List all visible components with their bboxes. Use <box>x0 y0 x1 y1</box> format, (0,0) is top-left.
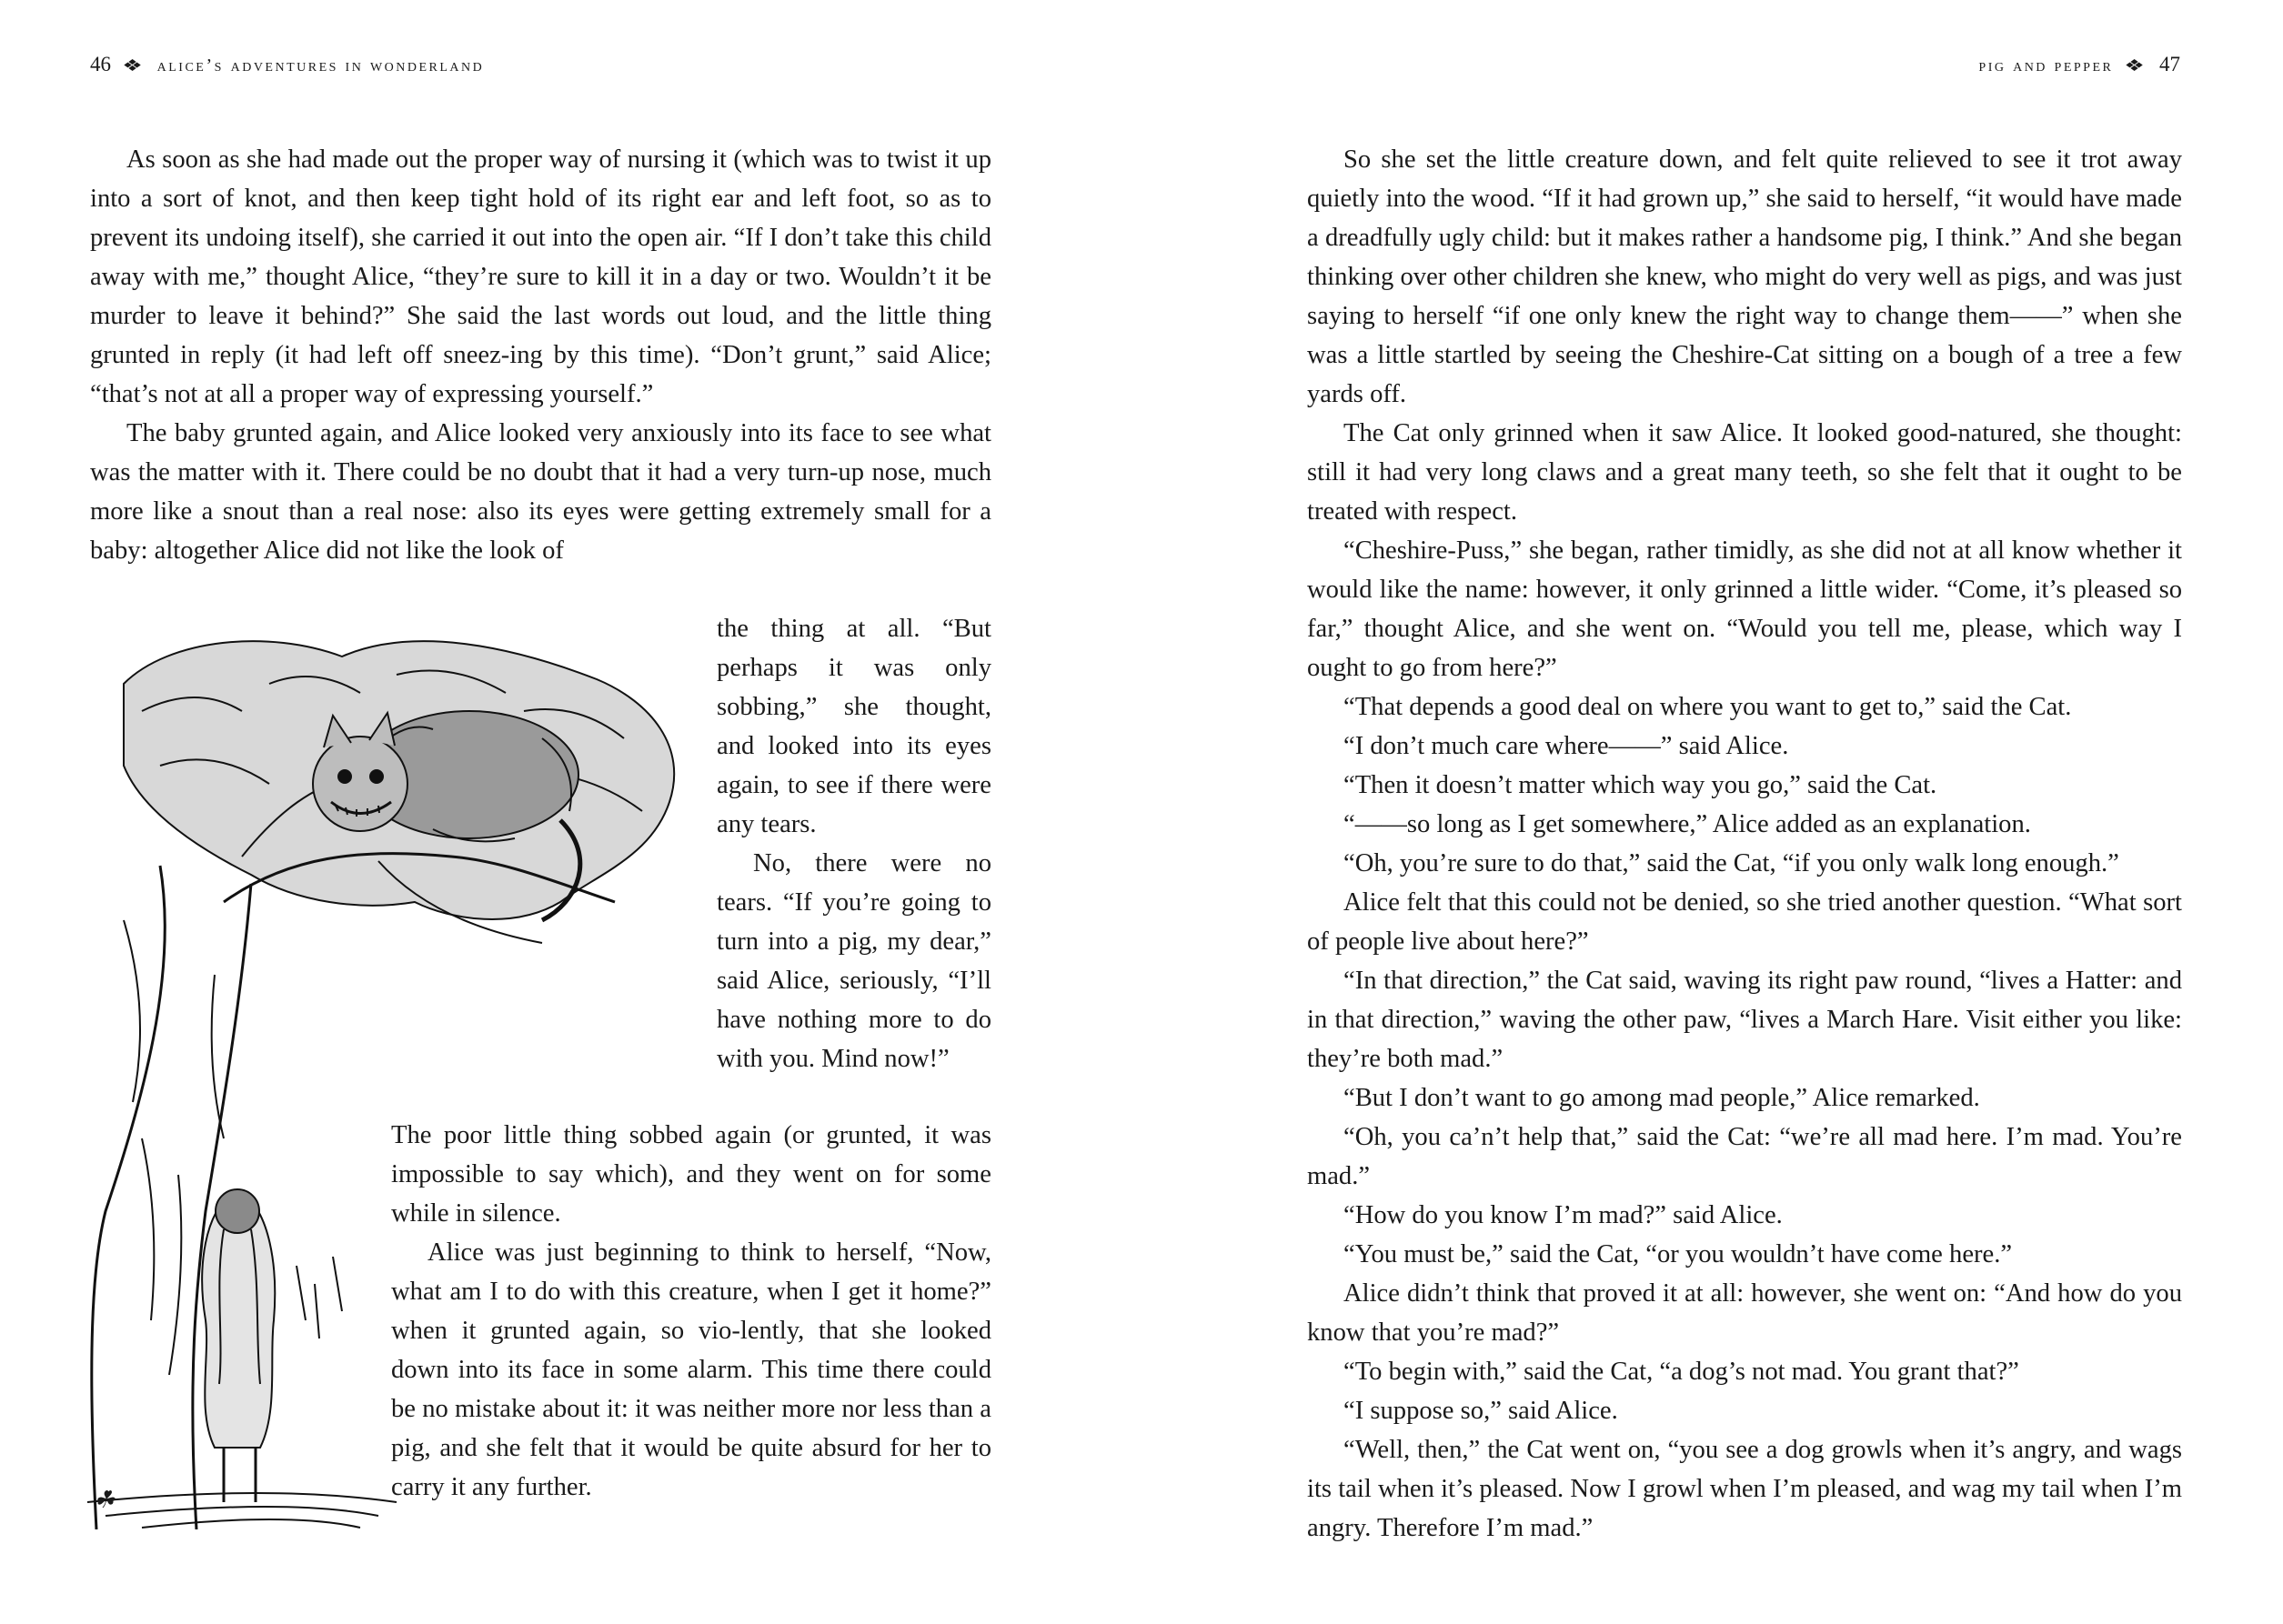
paragraph: So she set the little creature down, and felt quite relieved to see it trot away quietly into the wood. “If it had grown up,” she said to herself, “it would have made a dreadfully ugly child: but it makes rather a handsome pig, I think.” And she began thinking over other children she knew, who might do very well as pigs, and was just saying to herself “if one only knew the right way to change them——” when she was a little startled by seeing the Cheshire-Cat sitting on a bough of a tree a few yards off. <box>1307 145 2182 408</box>
paragraph: Alice didn’t think that proved it at all: however, she went on: “And how do you know that you’re mad?” <box>1307 1279 2182 1347</box>
right-body-text <box>1307 140 2182 1548</box>
right-running-head <box>1978 53 2180 76</box>
paragraph: “That depends a good deal on where you want to get to,” said the Cat. <box>1343 693 2072 721</box>
paragraph: Alice felt that this could not be denied, so she tried another question. “What sort of people live about here?” <box>1307 888 2182 956</box>
left-wrap-text <box>717 609 991 1078</box>
left-running-title: alice’s adventures in wonderland <box>156 55 485 75</box>
paragraph: “I suppose so,” said Alice. <box>1343 1397 1618 1425</box>
paragraph: As soon as she had made out the proper way of nursing it (which was to twist it up into a sort of knot, and then keep tight hold of its right ear and left foot, so as to prevent its undoing itself), she carried it out into the open air. “If I don’t take this child away with me,” thought Alice, “they’re sure to kill it in a day or two. Wouldn’t it be murder to leave it behind?” She said the last words out loud, and the little thing grunted in reply (it had left off sneez-ing by this time). “Don’t grunt,” said Alice; “that’s not at all a proper way of expressing yourself.” <box>90 145 991 408</box>
left-running-head <box>90 53 484 76</box>
paragraph: “Cheshire-Puss,” she began, rather timidly, as she did not at all know whether it would like the name: however, it only grinned a little wider. “Come, it’s pleased so far,” thought Alice, and she went on. “Would you tell me, please, which way I ought to go from here?” <box>1307 536 2182 682</box>
paragraph: “——so long as I get somewhere,” Alice added as an explanation. <box>1343 810 2031 838</box>
paragraph: “I don’t much care where——” said Alice. <box>1343 732 1789 760</box>
paragraph: “Then it doesn’t matter which way you go,” said the Cat. <box>1343 771 1937 799</box>
paragraph: “Oh, you ca’n’t help that,” said the Cat: “we’re all mad here. I’m mad. You’re mad.” <box>1307 1123 2182 1190</box>
paragraph: The poor little thing sobbed again (or grunted, it was impossible to say which), and they went on for some while in silence. <box>391 1121 991 1228</box>
paragraph: “You must be,” said the Cat, “or you wouldn’t have come here.” <box>1343 1240 2013 1268</box>
left-top-text <box>90 140 991 570</box>
right-running-title: pig and pepper <box>1978 55 2114 75</box>
paragraph: “Oh, you’re sure to do that,” said the Cat, “if you only walk long enough.” <box>1343 849 2119 877</box>
paragraph: “In that direction,” the Cat said, waving its right paw round, “lives a Hatter: and in that direction,” waving the other paw, “lives a March Hare. Visit either you like: they’re both mad.” <box>1307 967 2182 1073</box>
right-page <box>1142 0 2283 1624</box>
paragraph: “To begin with,” said the Cat, “a dog’s not mad. You grant that?” <box>1343 1358 2019 1386</box>
ornament-icon: ❖ <box>122 56 146 75</box>
left-page-number: 46 <box>90 53 111 75</box>
paragraph: “How do you know I’m mad?” said Alice. <box>1343 1201 1783 1229</box>
cheshire-cat-illustration <box>87 629 706 1529</box>
paragraph: “But I don’t want to go among mad people,” Alice remarked. <box>1343 1084 1980 1112</box>
ornament-icon: ❖ <box>2124 56 2148 75</box>
illustrator-signature: ☘ <box>94 1487 116 1513</box>
paragraph: The Cat only grinned when it saw Alice. It looked good-natured, she thought: still it had very long claws and a great many teeth, so she felt that it ought to be treated with respect. <box>1307 419 2182 526</box>
paragraph: Alice was just beginning to think to herself, “Now, what am I to do with this creature, when I get it home?” when it grunted again, so vio-lently, that she looked down into its face in some alarm. This time there could be no mistake about it: it was neither more nor less than a pig, and she felt that it would be quite absurd for her to carry it any further. <box>391 1238 991 1501</box>
paragraph: The baby grunted again, and Alice looked very anxiously into its face to see what was the matter with it. There could be no doubt that it had a very turn-up nose, much more like a snout than a real nose: also its eyes were getting extremely small for a baby: altogether Alice did not like the look of <box>90 419 991 565</box>
right-page-number: 47 <box>2159 53 2180 75</box>
paragraph: the thing at all. “But perhaps it was only sobbing,” she thought, and looked into its eyes again, to see if there were any tears. <box>717 615 991 838</box>
paragraph: No, there were no tears. “If you’re going to turn into a pig, my dear,” said Alice, seriously, “I’ll have nothing more to do with you. Mind now!” <box>717 849 991 1073</box>
paragraph: “Well, then,” the Cat went on, “you see a dog growls when it’s angry, and wags its tail when it’s pleased. Now I growl when I’m pleased, and wag my tail when I’m angry. Therefore I’m mad.” <box>1307 1436 2182 1542</box>
